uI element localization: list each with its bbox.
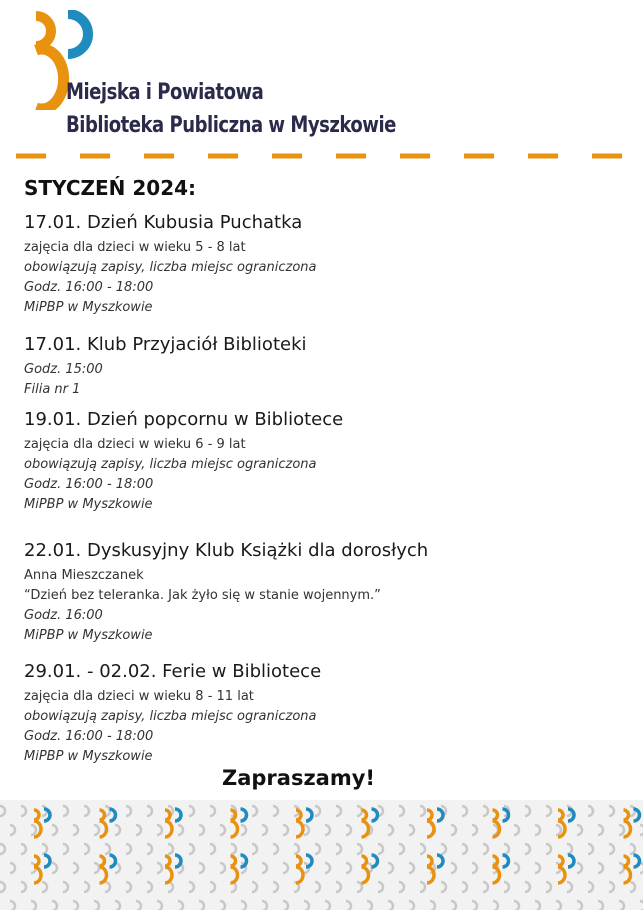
pattern-arc [262, 825, 267, 835]
library-name [66, 76, 468, 142]
pattern-arc [315, 806, 320, 816]
pattern-arc [525, 844, 530, 854]
pattern-logo-icon [558, 855, 574, 883]
pattern-arc [84, 806, 89, 816]
pattern-arc [577, 901, 582, 910]
pattern-arc [94, 901, 99, 910]
pattern-arc [168, 844, 173, 854]
pattern-arc [525, 806, 530, 816]
pattern-arc [189, 806, 194, 816]
pattern-logo-icon [100, 809, 116, 837]
pattern-arc [630, 844, 635, 854]
pattern-arc [588, 882, 593, 892]
pattern-arc [73, 825, 78, 835]
pattern-arc [346, 825, 351, 835]
pattern-arc [241, 901, 246, 910]
pattern-arc [94, 863, 99, 873]
pattern-arc [483, 844, 488, 854]
pattern-arc [63, 806, 68, 816]
pattern-arc [514, 901, 519, 910]
pattern-logo-icon [493, 855, 509, 883]
pattern-arc [546, 806, 551, 816]
pattern-arc [619, 825, 624, 835]
pattern-arc [178, 901, 183, 910]
pattern-arc [262, 901, 267, 910]
pattern-arc [315, 844, 320, 854]
pattern-arc [451, 825, 456, 835]
event-detail: “Dzień bez teleranka. Jak żyło się w stanie wojennym.” [24, 588, 381, 603]
event-detail: Godz. 16:00 [24, 608, 103, 623]
pattern-arc [546, 882, 551, 892]
pattern-arc [577, 825, 582, 835]
pattern-logo-icon [493, 809, 509, 837]
pattern-arc [609, 844, 614, 854]
pattern-logo-icon [34, 855, 50, 883]
pattern-arc [556, 901, 561, 910]
event-item [24, 540, 428, 646]
pattern-arc [42, 882, 47, 892]
event-detail: MiPBP w Myszkowie [24, 749, 153, 764]
pattern-arc [52, 863, 57, 873]
pattern-arc [346, 901, 351, 910]
pattern-arc [283, 863, 288, 873]
pattern-arc [220, 901, 225, 910]
pattern-arc [252, 806, 257, 816]
pattern-arc [283, 901, 288, 910]
event-detail: obowiązują zapisy, liczba miejsc ograniczona [24, 709, 317, 724]
pattern-arc [147, 882, 152, 892]
pattern-arc [21, 806, 26, 816]
pattern-arc [147, 844, 152, 854]
event-detail: MiPBP w Myszkowie [24, 497, 153, 512]
pattern-arc [31, 825, 36, 835]
event-detail: Godz. 16:00 - 18:00 [24, 280, 154, 295]
pattern-arc [115, 901, 120, 910]
pattern-arc [10, 863, 15, 873]
pattern-arc [105, 882, 110, 892]
pattern-logo-icon [362, 809, 378, 837]
pattern-arc [336, 882, 341, 892]
event-title: 17.01. Klub Przyjaciół Biblioteki [24, 334, 307, 355]
pattern-arc [52, 901, 57, 910]
pattern-arc [441, 844, 446, 854]
pattern-arc [157, 825, 162, 835]
event-title: 22.01. Dyskusyjny Klub Książki dla dorosłych [24, 540, 429, 561]
pattern-arc [273, 882, 278, 892]
pattern-arc [378, 882, 383, 892]
pattern-arc [325, 825, 330, 835]
pattern-arc [472, 901, 477, 910]
pattern-arc [504, 844, 509, 854]
pattern-arc [115, 825, 120, 835]
pattern-arc [178, 825, 183, 835]
pattern-arc [231, 844, 236, 854]
pattern-arc [294, 844, 299, 854]
pattern-arc [336, 844, 341, 854]
library-name-line1: Miejska i Powiatowa [66, 80, 264, 105]
pattern-arc [462, 882, 467, 892]
pattern-arc [273, 806, 278, 816]
pattern-logo-icon [100, 855, 116, 883]
pattern-arc [609, 806, 614, 816]
pattern-arc [325, 863, 330, 873]
event-item [24, 409, 343, 515]
pattern-arc [441, 882, 446, 892]
event-detail: Anna Mieszczanek [24, 568, 144, 583]
pattern-arc [535, 825, 540, 835]
pattern-arc [52, 825, 57, 835]
pattern-arc [283, 825, 288, 835]
pattern-arc [630, 882, 635, 892]
pattern-arc [567, 844, 572, 854]
pattern-arc [451, 901, 456, 910]
pattern-arc [42, 844, 47, 854]
event-detail: Godz. 16:00 - 18:00 [24, 477, 154, 492]
pattern-logo-icon [231, 855, 247, 883]
pattern-arc [136, 901, 141, 910]
pattern-arc [73, 863, 78, 873]
pattern-arc [136, 825, 141, 835]
pattern-arc [556, 825, 561, 835]
event-detail: zajęcia dla dzieci w wieku 8 - 11 lat [24, 689, 254, 704]
pattern-arc [588, 844, 593, 854]
event-detail: Godz. 16:00 - 18:00 [24, 729, 154, 744]
pattern-logo-icon [624, 855, 640, 883]
event-title: 29.01. - 02.02. Ferie w Bibliotece [24, 661, 322, 682]
pattern-arc [483, 882, 488, 892]
pattern-arc [0, 844, 5, 854]
pattern-arc [535, 901, 540, 910]
pattern-arc [10, 901, 15, 910]
pattern-arc [399, 806, 404, 816]
pattern-arc [210, 806, 215, 816]
pattern-arc [598, 901, 603, 910]
pattern-arc [388, 825, 393, 835]
pattern-arc [210, 844, 215, 854]
pattern-arc [504, 882, 509, 892]
pattern-arc [567, 882, 572, 892]
pattern-arc [588, 806, 593, 816]
pattern-arc [189, 844, 194, 854]
event-title: 19.01. Dzień popcornu w Bibliotece [24, 409, 344, 430]
pattern-arc [315, 882, 320, 892]
pattern-arc [147, 806, 152, 816]
pattern-arc [199, 863, 204, 873]
pattern-arc [252, 882, 257, 892]
event-detail: MiPBP w Myszkowie [24, 300, 153, 315]
pattern-arc [189, 882, 194, 892]
pattern-arc [31, 901, 36, 910]
pattern-arc [220, 825, 225, 835]
event-title: 17.01. Dzień Kubusia Puchatka [24, 212, 303, 233]
footer-logo-pattern [0, 800, 643, 910]
pattern-arc [304, 825, 309, 835]
pattern-arc [157, 901, 162, 910]
pattern-arc [462, 844, 467, 854]
pattern-arc [21, 844, 26, 854]
pattern-arc [199, 901, 204, 910]
pattern-arc [241, 825, 246, 835]
pattern-arc [399, 882, 404, 892]
pattern-arc [514, 863, 519, 873]
event-detail: Filia nr 1 [24, 382, 81, 397]
pattern-arc [472, 825, 477, 835]
pattern-arc [535, 863, 540, 873]
pattern-arc [357, 844, 362, 854]
pattern-logo-icon [427, 809, 443, 837]
pattern-arc [409, 863, 414, 873]
pattern-arc [126, 844, 131, 854]
pattern-arc [378, 844, 383, 854]
month-heading: STYCZEŃ 2024: [24, 176, 197, 200]
event-item [24, 334, 307, 400]
pattern-arc [304, 901, 309, 910]
pattern-arc [357, 882, 362, 892]
pattern-arc [619, 901, 624, 910]
event-detail: obowiązują zapisy, liczba miejsc ograniczona [24, 260, 317, 275]
pattern-arc [136, 863, 141, 873]
pattern-arc [399, 844, 404, 854]
pattern-arc [0, 882, 5, 892]
pattern-arc [84, 844, 89, 854]
footer-pattern-icon [0, 800, 643, 910]
pattern-arc [388, 863, 393, 873]
pattern-arc [63, 844, 68, 854]
pattern-arc [483, 806, 488, 816]
pattern-arc [619, 863, 624, 873]
pattern-arc [420, 844, 425, 854]
library-name-line2: Biblioteka Publiczna w Myszkowie [66, 113, 396, 138]
pattern-arc [273, 844, 278, 854]
event-detail: Godz. 15:00 [24, 362, 103, 377]
pattern-arc [0, 806, 5, 816]
pattern-arc [126, 882, 131, 892]
pattern-arc [325, 901, 330, 910]
pattern-arc [514, 825, 519, 835]
pattern-arc [577, 863, 582, 873]
pattern-arc [430, 901, 435, 910]
pattern-logo-icon [165, 855, 181, 883]
event-detail: zajęcia dla dzieci w wieku 6 - 9 lat [24, 437, 246, 452]
invitation-text: Zapraszamy! [222, 766, 375, 790]
pattern-arc [157, 863, 162, 873]
pattern-arc [10, 825, 15, 835]
pattern-logo-icon [624, 809, 640, 837]
pattern-arc [73, 901, 78, 910]
event-item [24, 661, 321, 767]
pattern-logo-icon [362, 855, 378, 883]
event-item [24, 212, 317, 318]
pattern-arc [336, 806, 341, 816]
pattern-arc [451, 863, 456, 873]
dashed-divider [16, 152, 628, 160]
pattern-arc [462, 806, 467, 816]
pattern-arc [609, 882, 614, 892]
pattern-arc [252, 844, 257, 854]
pattern-arc [262, 863, 267, 873]
pattern-arc [525, 882, 530, 892]
event-detail: MiPBP w Myszkowie [24, 628, 153, 643]
pattern-arc [220, 863, 225, 873]
pattern-arc [94, 825, 99, 835]
pattern-arc [105, 844, 110, 854]
pattern-arc [420, 806, 425, 816]
pattern-arc [126, 806, 131, 816]
pattern-arc [493, 901, 498, 910]
pattern-arc [357, 806, 362, 816]
pattern-arc [21, 882, 26, 892]
pattern-arc [84, 882, 89, 892]
pattern-arc [546, 844, 551, 854]
pattern-arc [472, 863, 477, 873]
pattern-arc [388, 901, 393, 910]
pattern-arc [598, 863, 603, 873]
pattern-arc [420, 882, 425, 892]
pattern-arc [367, 901, 372, 910]
pattern-arc [346, 863, 351, 873]
event-detail: obowiązują zapisy, liczba miejsc ograniczona [24, 457, 317, 472]
event-detail: zajęcia dla dzieci w wieku 5 - 8 lat [24, 240, 246, 255]
pattern-arc [210, 882, 215, 892]
pattern-arc [409, 825, 414, 835]
pattern-arc [63, 882, 68, 892]
pattern-arc [409, 901, 414, 910]
pattern-arc [199, 825, 204, 835]
pattern-arc [598, 825, 603, 835]
